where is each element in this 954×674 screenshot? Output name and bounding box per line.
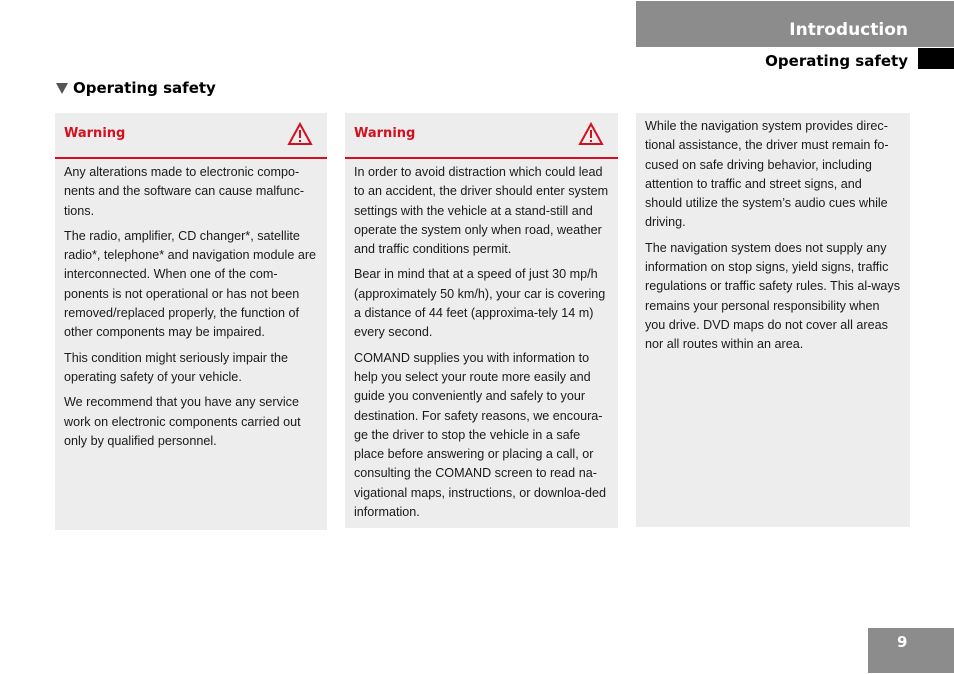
chapter-tab-marker (918, 48, 954, 69)
warning-panel-2 (345, 113, 618, 528)
info-panel (636, 113, 910, 527)
page-number: 9 (897, 633, 908, 651)
paragraph: The navigation system does not supply any information on stop signs, yield signs, traffic regulations or traffic safety rules. This al-ways remains your personal responsibility when you drive. DVD maps do not cover all areas nor all routes within an area. (645, 240, 901, 352)
paragraph: This condition might seriously impair the operating safety of your vehicle. (64, 350, 288, 384)
paragraph: While the navigation system provides direc-tional assistance, the driver must remain fo-cused on safe driving behavior, including attention to traffic and street signs, and should utilize the system’s audio cues while driving. (645, 119, 889, 230)
info-body (636, 113, 910, 355)
paragraph: Any alterations made to electronic compo-nents and the software can cause malfunc-tions. (64, 165, 305, 218)
paragraph: COMAND supplies you with information to help you select your route more easily and guide you conveniently and safely to your destination. For safety reasons, we encoura-ge the driver to stop the vehicle in a safe place before answering or placing a call, or consulting the COMAND screen to read na-vigational maps, instructions, or downloa-ded information. (354, 350, 607, 520)
warning-triangle-icon (578, 122, 604, 146)
paragraph: We recommend that you have any service work on electronic components carried out only by qualified personnel. (64, 395, 301, 448)
chapter-title: Introduction (789, 20, 908, 40)
warning-label: Warning (64, 126, 126, 141)
warning-triangle-icon (287, 122, 313, 146)
chapter-header-box (636, 1, 954, 47)
section-heading (56, 79, 216, 97)
page-number-box (868, 628, 954, 673)
section-running-title: Operating safety (765, 52, 908, 70)
warning-header (345, 113, 618, 159)
warning-body (55, 163, 327, 451)
paragraph: Bear in mind that at a speed of just 30 mp/h (approximately 50 km/h), your car is covering a distance of 44 feet (approxima-tely 14 m) every second. (354, 267, 606, 340)
section-heading-text: Operating safety (73, 79, 216, 97)
warning-label: Warning (354, 126, 416, 141)
warning-panel-1 (55, 113, 327, 530)
paragraph: The radio, amplifier, CD changer*, satellite radio*, telephone* and navigation module are interconnected. When one of the com-ponents is not operational or has not been removed/replaced properly, the function of other components may be impaired. (64, 228, 317, 340)
warning-body (345, 163, 618, 522)
paragraph: In order to avoid distraction which could lead to an accident, the driver should enter system settings with the vehicle at a stand-still and operate the system only when road, weather and traffic conditions permit. (354, 165, 609, 257)
warning-header (55, 113, 327, 159)
triangle-down-icon (56, 83, 68, 94)
